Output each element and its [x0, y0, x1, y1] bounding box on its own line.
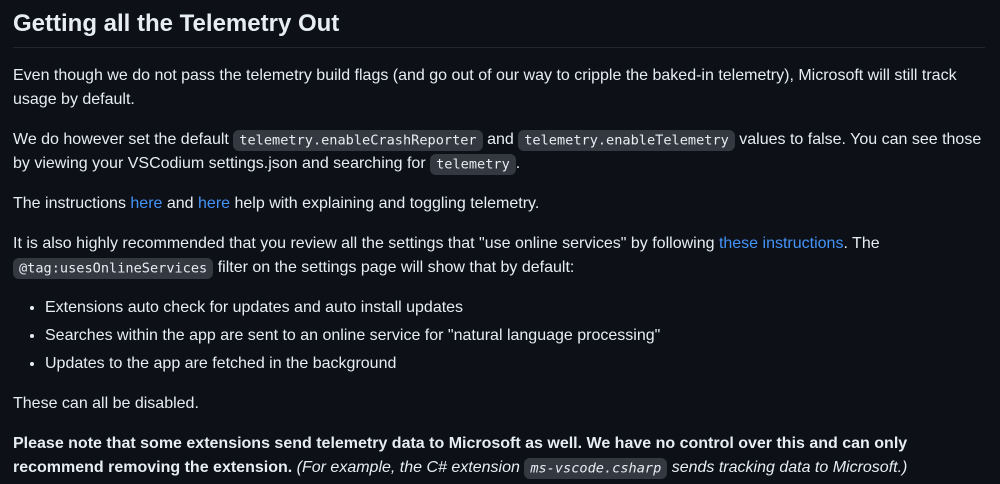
text-run: These can all be disabled.	[13, 395, 199, 412]
paragraph-defaults	[13, 128, 985, 176]
italic-inline-code	[524, 459, 667, 476]
inline-code: telemetry.enableTelemetry	[518, 130, 735, 151]
list-item	[45, 296, 985, 320]
text-run: Even though we do not pass the telemetry build flags (and go out of our way to cripple the baked-in telemetry), Microsoft will still track usage by default.	[13, 67, 957, 108]
text-run: . The	[843, 235, 880, 252]
text-run: We do however set the default	[13, 131, 234, 148]
text-run: and	[162, 195, 199, 212]
text-run: The instructions	[13, 195, 131, 212]
paragraph-disabled	[13, 392, 985, 416]
section-heading: Getting all the Telemetry Out	[13, 9, 985, 48]
text-run: help with explaining and toggling telemetry.	[230, 195, 540, 212]
text-run: filter on the settings page will show that by default:	[213, 259, 575, 276]
paragraph-please-note	[13, 432, 985, 480]
text-run: Extensions auto check for updates and auto install updates	[45, 299, 464, 316]
text-run: and	[482, 131, 519, 148]
inline-code: @tag:usesOnlineServices	[13, 258, 213, 279]
list-item	[45, 352, 985, 376]
inline-link[interactable]: here	[130, 195, 163, 212]
inline-code: telemetry	[430, 154, 516, 175]
text-run: Searches within the app are sent to an online service for "natural language processing"	[45, 327, 661, 344]
paragraph-instructions	[13, 192, 985, 216]
italic-text: sends tracking data to Microsoft.)	[667, 459, 908, 476]
list-item	[45, 324, 985, 348]
paragraph-intro	[13, 64, 985, 112]
text-run: values to false. You can see those by viewing your VSCodium settings.json and searching for	[13, 131, 982, 172]
inline-code: ms-vscode.csharp	[524, 458, 667, 479]
italic-text: (For example, the C# extension	[296, 459, 525, 476]
telemetry-defaults-list	[13, 296, 985, 376]
text-run: .	[515, 155, 521, 172]
text-run: It is also highly recommended that you review all the settings that "use online services" by following	[13, 235, 719, 252]
inline-code: telemetry.enableCrashReporter	[233, 130, 482, 151]
paragraph-recommended	[13, 232, 985, 280]
inline-link[interactable]: here	[198, 195, 231, 212]
bold-text: Please note that some extensions send telemetry data to Microsoft as well. We have no control over this and can only recommend removing the extension.	[13, 435, 908, 476]
inline-link[interactable]: these instructions	[718, 235, 844, 252]
text-run: Updates to the app are fetched in the background	[45, 355, 397, 372]
